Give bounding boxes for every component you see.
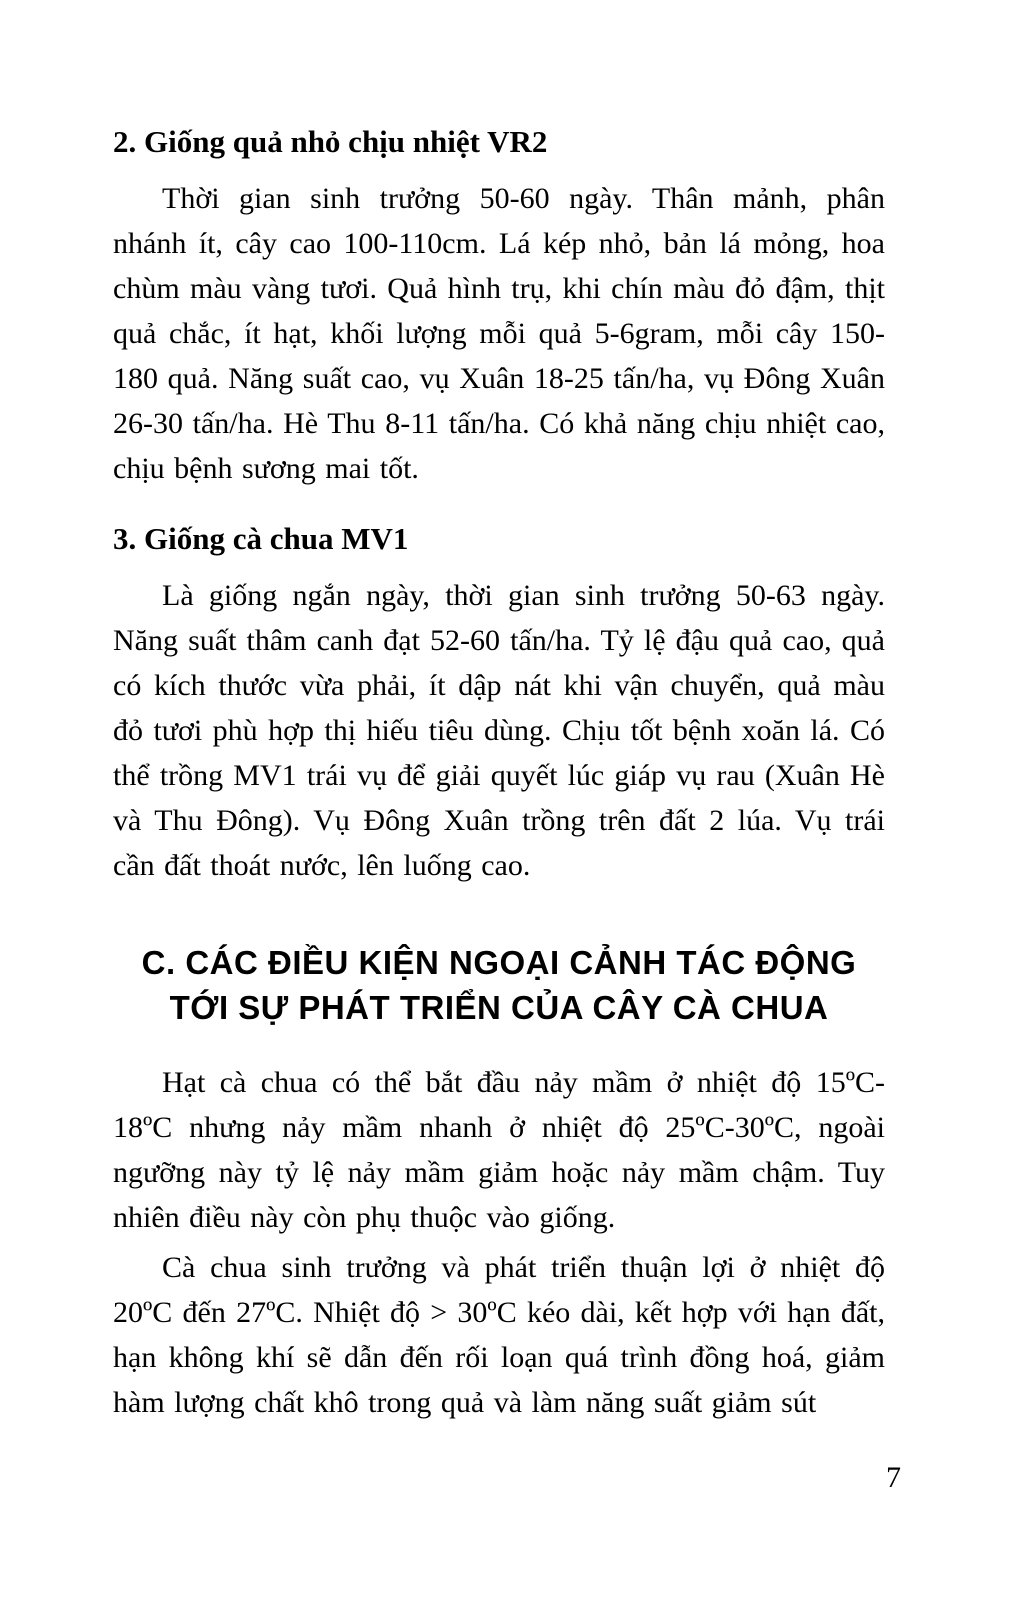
paragraph-mv1-description: Là giống ngắn ngày, thời gian sinh trưởng 50-63 ngày. Năng suất thâm canh đạt 52-60 tấn/ha. Tỷ lệ đậu quả cao, quả có kích thước vừa phải, ít dập nát khi vận chuyển, quả màu đỏ tươi phù hợp thị hiếu tiêu dùng. Chịu tốt bệnh xoăn lá. Có thể trồng MV1 trái vụ để giải quyết lúc giáp vụ rau (Xuân Hè và Thu Đông). Vụ Đông Xuân trồng trên đất 2 lúa. Vụ trái cần đất thoát nước, lên luống cao. xyxy=(113,579,885,882)
paragraph-vr2-description: Thời gian sinh trưởng 50-60 ngày. Thân mảnh, phân nhánh ít, cây cao 100-110cm. Lá kép nhỏ, bản lá mỏng, hoa chùm màu vàng tươi. Quả hình trụ, khi chín màu đỏ đậm, thịt quả chắc, ít hạt, khối lượng mỗi quả 5-6gram, mỗi cây 150-180 quả. Năng suất cao, vụ Xuân 18-25 tấn/ha, vụ Đông Xuân 26-30 tấn/ha. Hè Thu 8-11 tấn/ha. Có khả năng chịu nhiệt cao, chịu bệnh sương mai tốt. xyxy=(113,182,885,485)
section-variety-vr2 xyxy=(113,122,885,491)
paragraph-germination-temperature: Hạt cà chua có thể bắt đầu nảy mầm ở nhiệt độ 15ºC-18ºC nhưng nảy mầm nhanh ở nhiệt độ 25ºC-30ºC, ngoài ngưỡng này tỷ lệ nảy mầm giảm hoặc nảy mầm chậm. Tuy nhiên điều này còn phụ thuộc vào giống. xyxy=(113,1066,885,1234)
page-number: 7 xyxy=(886,1461,901,1494)
heading-environmental-conditions xyxy=(113,940,885,1030)
paragraph-growth-temperature: Cà chua sinh trưởng và phát triển thuận lợi ở nhiệt độ 20ºC đến 27ºC. Nhiệt độ > 30ºC kéo dài, kết hợp với hạn đất, hạn không khí sẽ dẫn đến rối loạn quá trình đồng hoá, giảm hàm lượng chất khô trong quả và làm năng suất giảm sút xyxy=(113,1251,885,1419)
heading-environmental-line2: TỚI SỰ PHÁT TRIỂN CỦA CÂY CÀ CHUA xyxy=(169,989,829,1026)
heading-variety-vr2: 2. Giống quả nhỏ chịu nhiệt VR2 xyxy=(113,124,548,159)
section-variety-mv1 xyxy=(113,519,885,888)
heading-environmental-line1: C. CÁC ĐIỀU KIỆN NGOẠI CẢNH TÁC ĐỘNG xyxy=(141,944,857,981)
heading-variety-mv1: 3. Giống cà chua MV1 xyxy=(113,521,409,556)
section-environmental-conditions xyxy=(113,940,885,1425)
